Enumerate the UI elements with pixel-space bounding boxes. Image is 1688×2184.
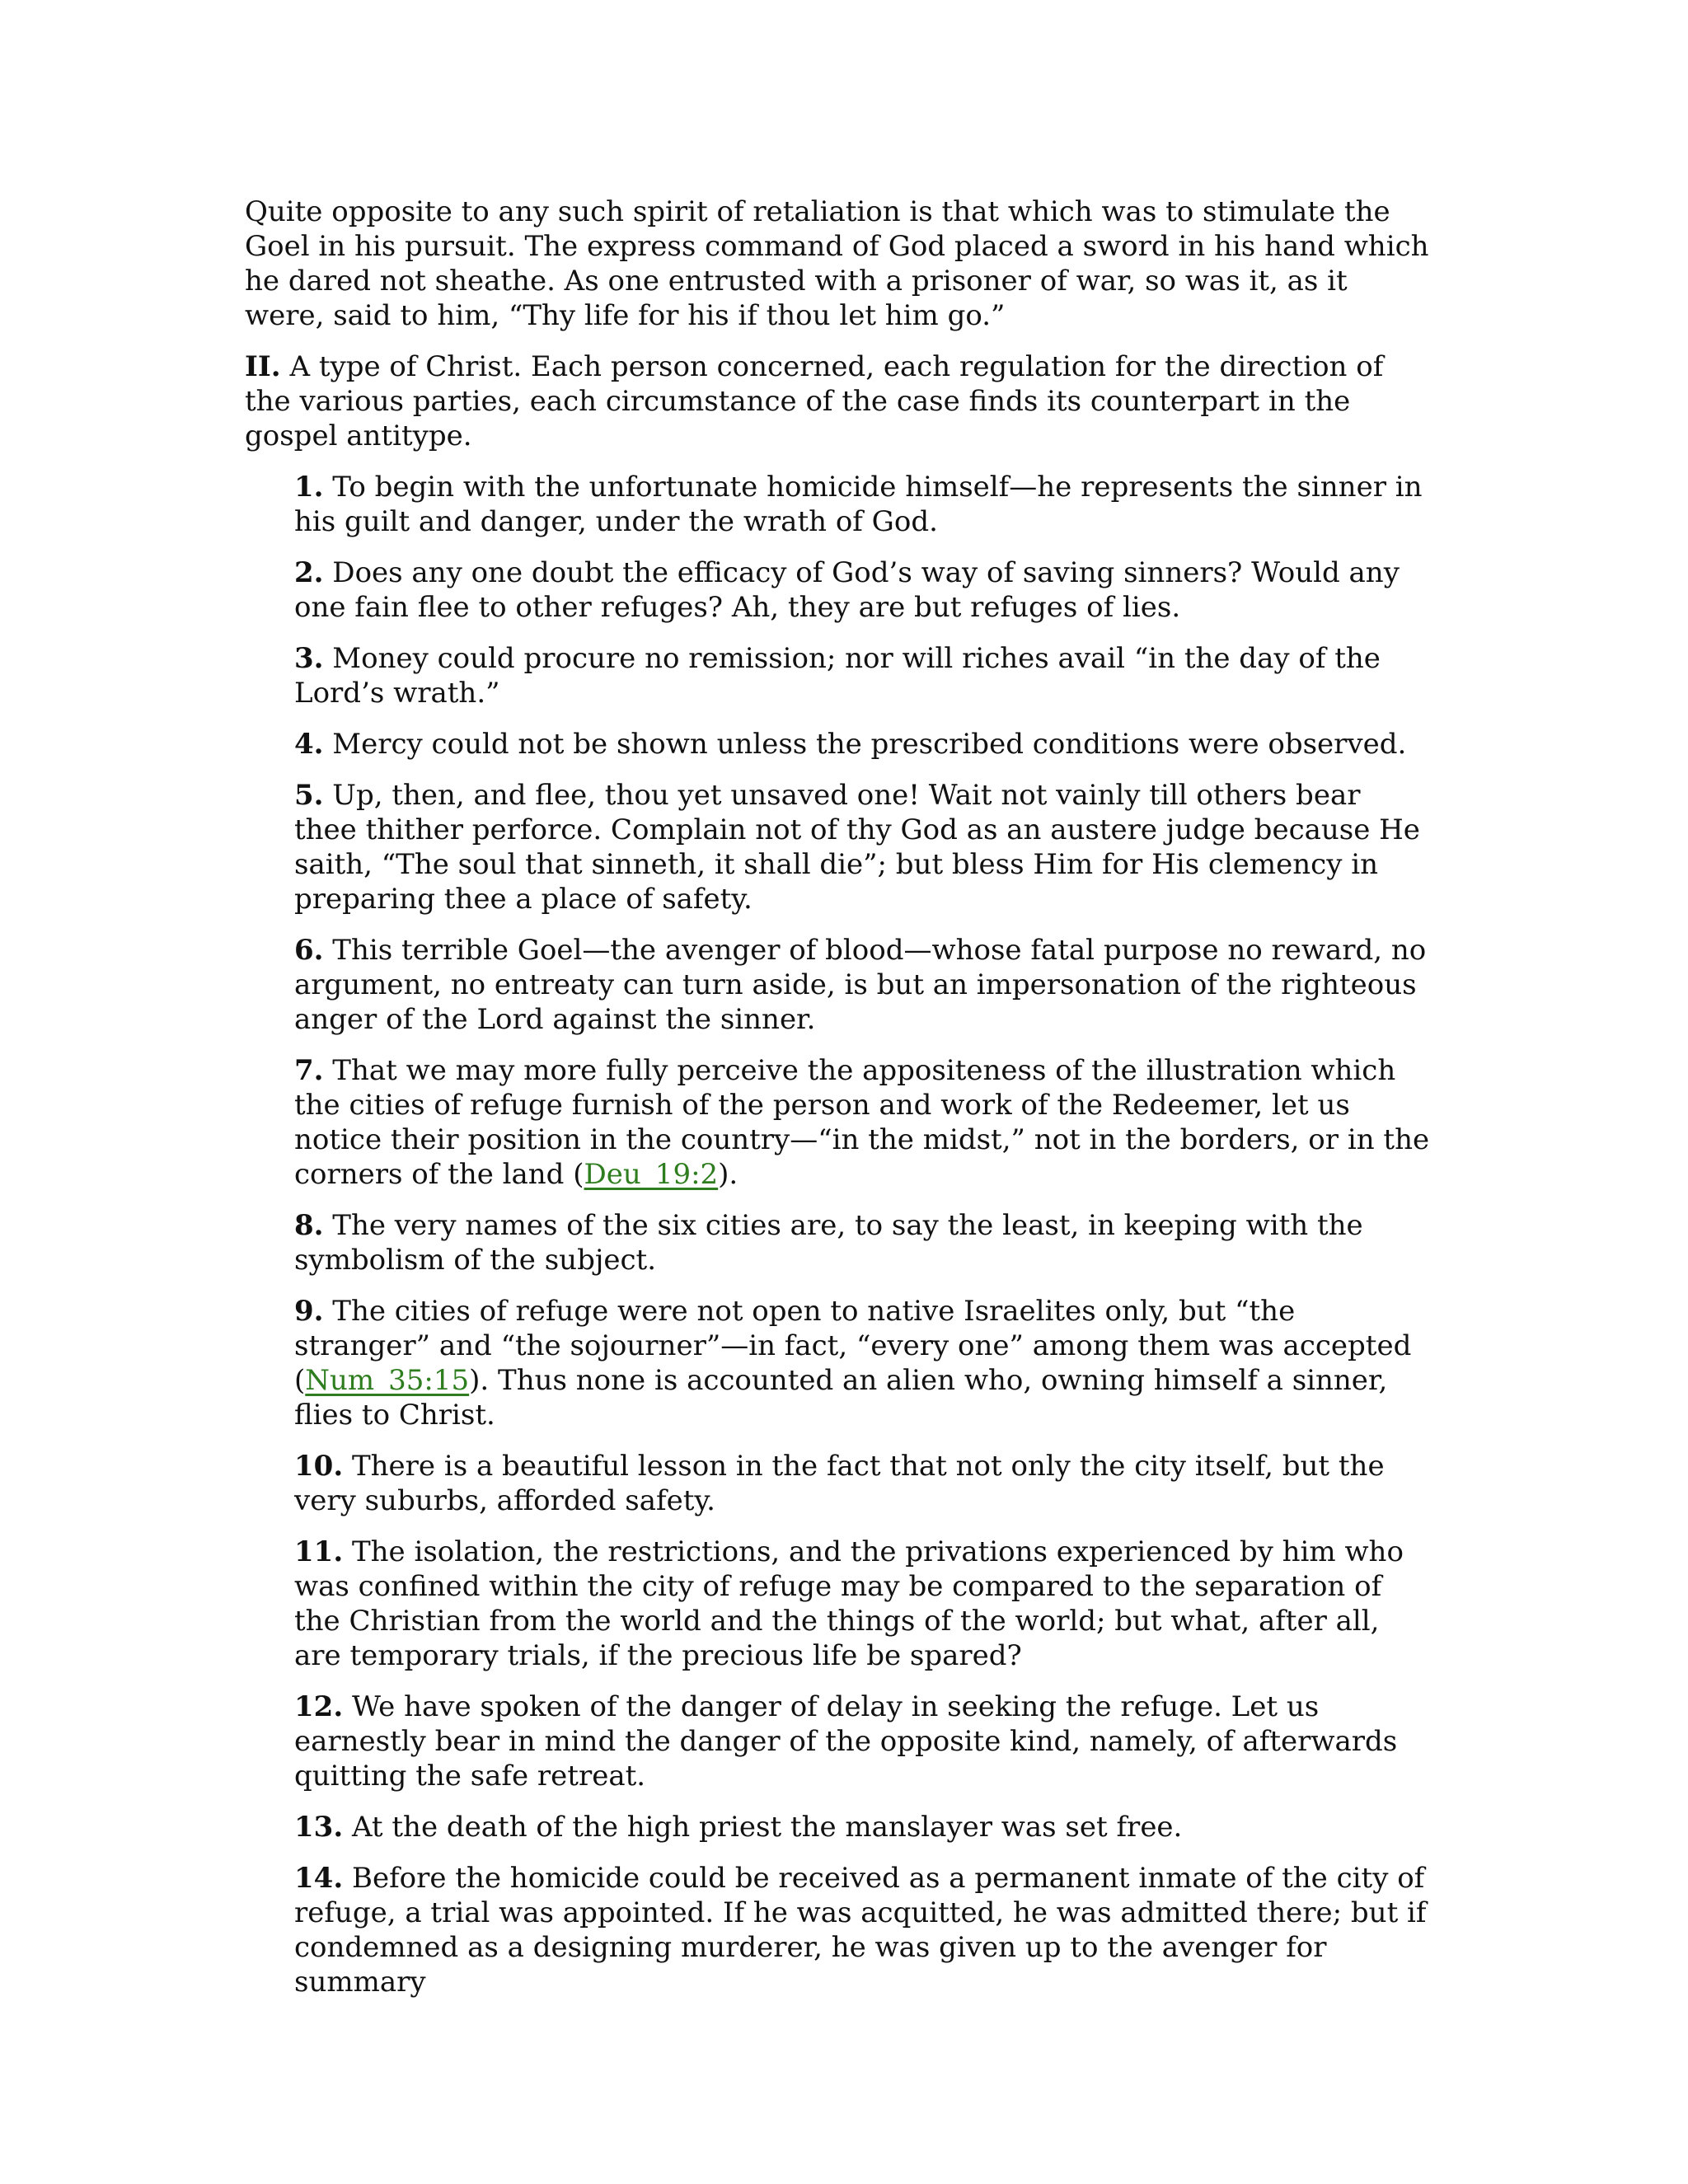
- item-number: 5.: [294, 779, 324, 812]
- item-text: Up, then, and flee, thou yet unsaved one! Wait not vainly till others bear thee thither perforce. Complain not of thy God as an austere judge because He saith, “The soul that sinneth, it shall die”; but bless Him for His clemency in preparing thee a place of safety.: [294, 779, 1420, 916]
- item-text: This terrible Goel—the avenger of blood—whose fatal purpose no reward, no argument, no entreaty can turn aside, is but an impersonation of the righteous anger of the Lord against the sinner.: [294, 934, 1427, 1036]
- item-text-after: ).: [718, 1158, 738, 1191]
- list-item-6: [294, 933, 1432, 1037]
- item-number: 10.: [294, 1450, 344, 1483]
- item-number: 2.: [294, 556, 324, 589]
- item-text: We have spoken of the danger of delay in seeking the refuge. Let us earnestly bear in mind the danger of the opposite kind, namely, of afterwards quitting the safe retreat.: [294, 1690, 1398, 1793]
- list-item-13: [294, 1810, 1432, 1844]
- section-number: II.: [245, 350, 281, 383]
- item-number: 7.: [294, 1054, 324, 1087]
- item-number: 1.: [294, 471, 324, 504]
- list-item-3: [294, 641, 1432, 710]
- item-number: 3.: [294, 642, 324, 675]
- item-text-after: ). Thus none is accounted an alien who, owning himself a sinner, flies to Christ.: [294, 1364, 1388, 1432]
- list-item-12: [294, 1690, 1432, 1793]
- item-text: The cities of refuge were not open to native Israelites only, but “the stranger” and “the sojourner”—in fact, “every one” among them was accepted (: [294, 1295, 1412, 1397]
- item-text: Mercy could not be shown unless the prescribed conditions were observed.: [323, 728, 1407, 761]
- item-number: 12.: [294, 1690, 344, 1723]
- item-number: 9.: [294, 1295, 324, 1328]
- item-text: That we may more fully perceive the appositeness of the illustration which the cities of refuge furnish of the person and work of the Redeemer, let us notice their position in the country—“in the midst,” not in the borders, or in the corners of the land (: [294, 1054, 1430, 1191]
- scripture-link-deu[interactable]: Deu_19:2: [584, 1158, 719, 1191]
- list-item-2: [294, 555, 1432, 625]
- item-number: 13.: [294, 1811, 344, 1844]
- list-item-7: [294, 1053, 1432, 1192]
- scripture-link-num[interactable]: Num_35:15: [305, 1364, 470, 1397]
- item-text: To begin with the unfortunate homicide himself—he represents the sinner in his guilt and danger, under the wrath of God.: [294, 471, 1423, 538]
- item-text: At the death of the high priest the manslayer was set free.: [343, 1811, 1183, 1844]
- list-item-4: [294, 727, 1432, 762]
- item-text: The very names of the six cities are, to say the least, in keeping with the symbolism of the subject.: [294, 1209, 1363, 1277]
- list-item-10: [294, 1449, 1432, 1518]
- item-number: 4.: [294, 728, 324, 761]
- item-text: Before the homicide could be received as a permanent inmate of the city of refuge, a trial was appointed. If he was acquitted, he was admitted there; but if condemned as a designing murderer, he was given up to the avenger for summary: [294, 1862, 1427, 1999]
- list-item-14: [294, 1861, 1432, 1999]
- item-text: The isolation, the restrictions, and the privations experienced by him who was confined within the city of refuge may be compared to the separation of the Christian from the world and the things of the world; but what, after all, are temporary trials, if the precious life be spared?: [294, 1535, 1404, 1672]
- list-item-9: [294, 1294, 1432, 1432]
- item-text: Does any one doubt the efficacy of God’s way of saving sinners? Would any one fain flee to other refuges? Ah, they are but refuges of lies.: [294, 556, 1400, 624]
- item-number: 8.: [294, 1209, 324, 1242]
- item-text: There is a beautiful lesson in the fact that not only the city itself, but the very suburbs, afforded safety.: [294, 1450, 1385, 1517]
- list-item-5: [294, 778, 1432, 916]
- section-text: A type of Christ. Each person concerned, each regulation for the direction of the various parties, each circumstance of the case finds its counterpart in the gospel antitype.: [245, 350, 1384, 452]
- item-number: 6.: [294, 934, 324, 967]
- document-page: [245, 194, 1432, 2016]
- item-number: 14.: [294, 1862, 344, 1895]
- item-text: Money could procure no remission; nor will riches avail “in the day of the Lord’s wrath.”: [294, 642, 1381, 710]
- item-number: 11.: [294, 1535, 344, 1568]
- section-ii-paragraph: [245, 349, 1432, 453]
- intro-paragraph: Quite opposite to any such spirit of retaliation is that which was to stimulate the Goel in his pursuit. The express command of God placed a sword in his hand which he dared not sheathe. As one entrusted with a prisoner of war, so was it, as it were, said to him, “Thy life for his if thou let him go.”: [245, 195, 1429, 332]
- list-item-8: [294, 1208, 1432, 1277]
- list-item-11: [294, 1535, 1432, 1673]
- list-item-1: [294, 470, 1432, 539]
